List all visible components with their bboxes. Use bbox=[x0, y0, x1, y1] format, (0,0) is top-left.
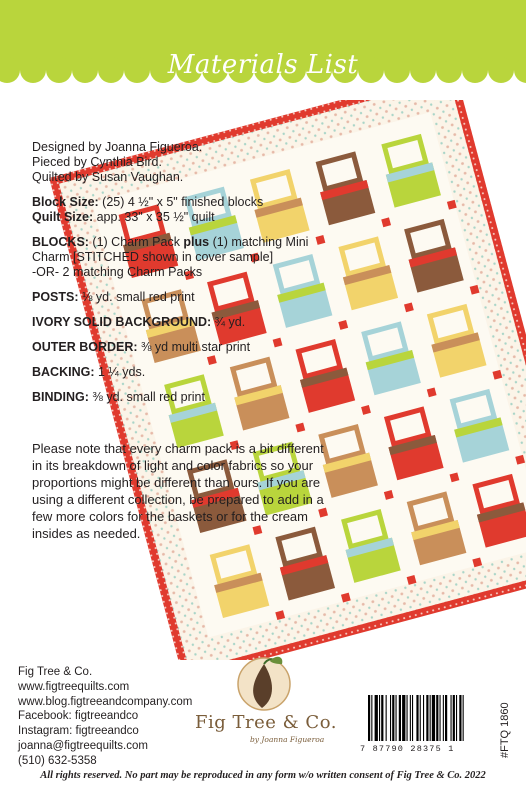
sku-label bbox=[488, 690, 522, 760]
scalloped-banner bbox=[0, 0, 526, 96]
quilt-size-value: app. 33" x 35 ½" quilt bbox=[93, 210, 215, 224]
material-label: BACKING: bbox=[32, 365, 95, 379]
contact-info bbox=[18, 665, 192, 769]
block-size-label: Block Size: bbox=[32, 195, 99, 209]
instagram-handle: Instagram: figtreeandco bbox=[18, 725, 139, 738]
blocks-plus: plus bbox=[183, 235, 210, 249]
background-line bbox=[32, 315, 332, 330]
border-line bbox=[32, 340, 332, 355]
posts-line bbox=[32, 290, 332, 305]
logo-byline: by Joanna Figueroa bbox=[250, 735, 325, 744]
header-banner bbox=[0, 0, 526, 96]
material-value: ¾ yd. bbox=[211, 315, 246, 329]
pieced-by: Pieced by Cynthia Bird. bbox=[32, 155, 162, 169]
material-value: ⅜ yd multi star print bbox=[137, 340, 251, 354]
blocks-alt: -OR- 2 matching Charm Packs bbox=[32, 265, 203, 279]
logo-name: Fig Tree & Co. bbox=[195, 712, 337, 733]
copyright-footer: All rights reserved. No part may be reproduced in any form w/o written consent of Fig Tree & Co. 2022 bbox=[40, 770, 486, 781]
material-label: IVORY SOLID BACKGROUND: bbox=[32, 315, 212, 329]
material-value: ⅜ yd. small red print bbox=[88, 390, 205, 404]
block-size bbox=[32, 195, 332, 210]
materials-text bbox=[32, 140, 332, 405]
page-title: Materials List bbox=[167, 50, 359, 80]
fabric-note: Please note that every charm pack is a bit different in its breakdown of light and color fabrics so your proportions might be different than ours. If you are using a different collection, be prepared to add in a few more colors for the baskets or for the cream insides as needed. bbox=[32, 441, 324, 541]
material-label: BINDING: bbox=[32, 390, 89, 404]
quilted-by: Quilted by Susan Vaughan. bbox=[32, 170, 184, 184]
blocks-label: BLOCKS: bbox=[32, 235, 89, 249]
blocks-text: (1) Charm Pack bbox=[88, 235, 184, 249]
quilt-size bbox=[32, 210, 332, 225]
backing-line bbox=[32, 365, 332, 380]
quilt-size-label: Quilt Size: bbox=[32, 210, 94, 224]
email-link[interactable]: joanna@figtreequilts.com bbox=[18, 739, 148, 752]
blog-link[interactable]: www.blog.figtreeandcompany.com bbox=[18, 695, 193, 708]
phone-number: (510) 632-5358 bbox=[18, 754, 97, 767]
material-value: ⅛ yd. small red print bbox=[78, 290, 195, 304]
website-link[interactable]: www.figtreequilts.com bbox=[18, 680, 130, 693]
material-value: 1 ¼ yds. bbox=[94, 365, 146, 379]
block-size-value: (25) 4 ½" x 5" finished blocks bbox=[98, 195, 264, 209]
binding-line bbox=[32, 390, 332, 405]
facebook-handle: Facebook: figtreeandco bbox=[18, 710, 139, 723]
blocks-text-2: (1) matching Mini Charm [STITCHED shown in cover sample] bbox=[32, 235, 309, 264]
sku-text: #FTQ 1860 bbox=[499, 702, 511, 758]
barcode-digits: 7 87790 28375 1 bbox=[360, 744, 455, 754]
blocks-line bbox=[32, 235, 332, 265]
designed-by: Designed by Joanna Figueroa. bbox=[32, 140, 203, 154]
material-label: OUTER BORDER: bbox=[32, 340, 138, 354]
company-name: Fig Tree & Co. bbox=[18, 666, 93, 678]
material-label: POSTS: bbox=[32, 290, 79, 304]
